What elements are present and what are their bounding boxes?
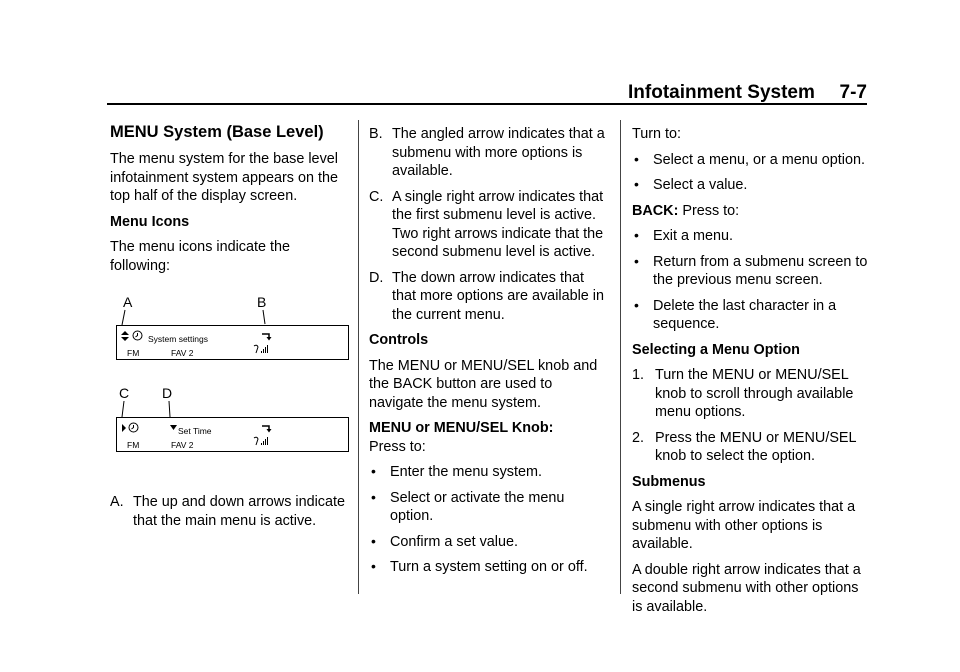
back-paragraph: [632, 202, 872, 221]
callout-b: B: [257, 294, 267, 310]
item-label: 1.: [632, 367, 645, 383]
callout-c: C: [119, 385, 130, 401]
item-text: A single right arrow indicates that the first submenu level is active. Two right arrows indicate that the second submenu level is active.: [392, 188, 604, 260]
item-label: 2.: [632, 429, 645, 446]
legend-item-c: [369, 188, 609, 262]
bullet-item: • Turn a system setting on or off.: [369, 558, 609, 577]
panel-menu-title: Set Time: [178, 426, 212, 436]
page-number: 7-7: [839, 82, 867, 103]
menu-icons-intro: The menu icons indicate the following:: [110, 239, 290, 274]
knob-heading: MENU or MENU/SEL Knob:: [369, 420, 554, 436]
item-text: Press the MENU or MENU/SEL knob to select the option.: [655, 429, 856, 464]
section-title: Infotainment System: [628, 82, 815, 103]
bullet-item: • Select a value.: [632, 176, 872, 195]
column-2: [369, 125, 609, 584]
selecting-heading: Selecting a Menu Option: [632, 341, 800, 358]
bullet-item: • Select a menu, or a menu option.: [632, 151, 872, 170]
clock-icon: [128, 422, 139, 433]
knob-press-label: Press to:: [369, 438, 426, 455]
bullet-item: • Return from a submenu screen to the previous menu screen.: [632, 253, 872, 290]
signal-strength-icon: [253, 344, 271, 354]
column-1: [110, 122, 348, 537]
menu-icons-heading: Menu Icons: [110, 213, 190, 230]
up-down-arrow-icon: [121, 331, 129, 341]
column-divider-2: [620, 120, 621, 594]
bullet-item: • Confirm a set value.: [369, 533, 609, 552]
step-item-1: [632, 366, 872, 422]
callout-d: D: [162, 385, 173, 401]
item-label: B.: [369, 126, 383, 142]
item-label: A.: [110, 494, 124, 510]
signal-strength-icon: [253, 436, 271, 446]
step-item-2: [632, 429, 872, 466]
legend-item-b: [369, 125, 609, 181]
bullet-item: • Select or activate the menu option.: [369, 489, 609, 526]
submenus-heading: Submenus: [632, 473, 706, 490]
right-arrow-icon: [121, 424, 127, 432]
column-3: [632, 125, 872, 623]
back-label: BACK:: [632, 202, 679, 219]
clock-icon: [132, 330, 143, 341]
preset-label: FAV 2: [171, 440, 194, 450]
display-panel-main-menu: [116, 325, 349, 360]
item-text: The up and down arrows indicate that the main menu is active.: [133, 494, 345, 529]
knob-block: [369, 419, 609, 456]
item-text: The down arrow indicates that that more options are available in the current menu.: [392, 269, 604, 323]
controls-heading: Controls: [369, 332, 429, 348]
display-panel-submenu: [116, 417, 349, 452]
legend-item-d: [369, 269, 609, 325]
submenus-paragraph-2: A double right arrow indicates that a second submenu with other options is available.: [632, 561, 861, 615]
submenus-paragraph-1: A single right arrow indicates that a submenu with other options is available.: [632, 499, 856, 552]
section-heading: MENU System (Base Level): [110, 123, 324, 141]
preset-label: FAV 2: [171, 348, 194, 358]
back-text: Press to:: [682, 202, 740, 219]
legend-item-a: [110, 493, 348, 530]
panel-menu-title: System settings: [148, 334, 208, 344]
bullet-item: • Exit a menu.: [632, 227, 872, 246]
item-label: D.: [369, 269, 384, 286]
item-label: C.: [369, 188, 384, 205]
menu-icons-figure: [110, 293, 350, 473]
column-divider-1: [358, 120, 359, 594]
angled-arrow-icon: [261, 423, 273, 433]
angled-arrow-icon: [261, 331, 273, 341]
down-arrow-icon: [170, 425, 177, 431]
band-label: FM: [127, 440, 140, 450]
band-label: FM: [127, 348, 140, 358]
bullet-item: • Delete the last character in a sequence.: [632, 297, 872, 334]
page-header: [628, 78, 867, 104]
bullet-item: • Enter the menu system.: [369, 463, 609, 482]
turn-to-label: Turn to:: [632, 126, 682, 142]
header-rule: [107, 103, 867, 105]
item-text: Turn the MENU or MENU/SEL knob to scroll through available menu options.: [655, 367, 854, 420]
callout-a: A: [123, 294, 133, 310]
item-text: The angled arrow indicates that a submenu with more options is available.: [392, 126, 605, 179]
intro-paragraph: The menu system for the base level infotainment system appears on the top half of the display screen.: [110, 151, 338, 204]
controls-paragraph: The MENU or MENU/SEL knob and the BACK button are used to navigate the menu system.: [369, 357, 598, 411]
